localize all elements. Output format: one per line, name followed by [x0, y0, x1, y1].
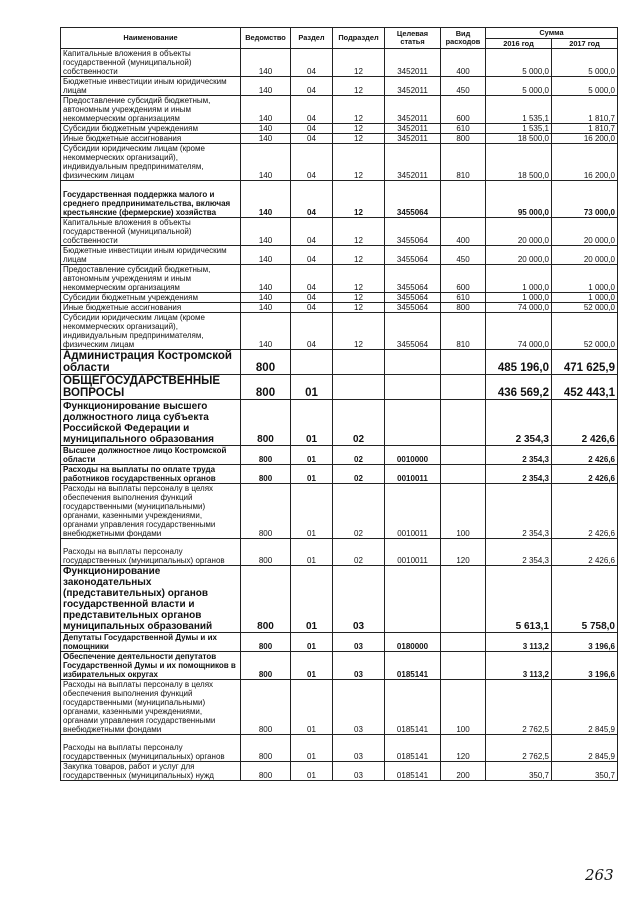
- row-celevaya: 0180000: [385, 633, 441, 652]
- row-sum-2016: 20 000,0: [486, 246, 552, 265]
- row-sum-2016: 1 535,1: [486, 96, 552, 124]
- row-vedomstvo: 140: [241, 293, 291, 303]
- table-row: [61, 313, 618, 350]
- row-razdel: 04: [291, 77, 333, 96]
- row-podrazdel: 12: [333, 77, 385, 96]
- table-row: [61, 566, 618, 633]
- row-name: Субсидии бюджетным учреждениям: [61, 293, 241, 303]
- row-vedomstvo: 800: [241, 633, 291, 652]
- row-podrazdel: 12: [333, 218, 385, 246]
- table-row: [61, 762, 618, 781]
- header-razdel: Раздел: [291, 28, 333, 49]
- table-row: [61, 246, 618, 265]
- row-sum-2017: 350,7: [552, 762, 618, 781]
- row-name: Расходы на выплаты персоналу в целях обеспечения выполнения функций государственными (муниципальными) органами, казенными учреждениями, органами управления государственными внебюджетными фондами: [61, 680, 241, 735]
- row-vedomstvo: 800: [241, 762, 291, 781]
- row-vid: 450: [441, 246, 486, 265]
- row-sum-2017: 471 625,9: [552, 350, 618, 375]
- row-celevaya: 0185141: [385, 762, 441, 781]
- row-vedomstvo: 800: [241, 400, 291, 446]
- row-sum-2016: 2 762,5: [486, 680, 552, 735]
- table-row: [61, 181, 618, 218]
- row-name: Функционирование законодательных (представительных) органов государственной власти и представительных органов муниципальных образований: [61, 566, 241, 633]
- row-vedomstvo: 800: [241, 446, 291, 465]
- row-sum-2016: 1 535,1: [486, 124, 552, 134]
- row-razdel: 04: [291, 246, 333, 265]
- row-sum-2017: 452 443,1: [552, 375, 618, 400]
- row-razdel: 01: [291, 735, 333, 762]
- row-celevaya: 0010000: [385, 446, 441, 465]
- row-razdel: 04: [291, 303, 333, 313]
- row-vedomstvo: 800: [241, 350, 291, 375]
- row-podrazdel: 03: [333, 680, 385, 735]
- table-row: [61, 218, 618, 246]
- row-sum-2017: 20 000,0: [552, 246, 618, 265]
- row-celevaya: 3452011: [385, 77, 441, 96]
- table-row: [61, 652, 618, 680]
- row-razdel: 01: [291, 762, 333, 781]
- row-vedomstvo: 800: [241, 566, 291, 633]
- table-body: [61, 49, 618, 781]
- row-razdel: 01: [291, 400, 333, 446]
- row-name: Капитальные вложения в объекты государственной (муниципальной) собственности: [61, 49, 241, 77]
- row-sum-2016: 95 000,0: [486, 181, 552, 218]
- row-vid: 100: [441, 484, 486, 539]
- row-vedomstvo: 800: [241, 539, 291, 566]
- row-name: Иные бюджетные ассигнования: [61, 303, 241, 313]
- row-celevaya: [385, 566, 441, 633]
- row-celevaya: 0010011: [385, 539, 441, 566]
- row-podrazdel: 12: [333, 303, 385, 313]
- row-sum-2016: 2 354,3: [486, 400, 552, 446]
- row-sum-2017: 2 845,9: [552, 680, 618, 735]
- row-name: Субсидии юридическим лицам (кроме некоммерческих организаций), индивидуальным предпринимателям, физическим лицам: [61, 313, 241, 350]
- row-sum-2016: 350,7: [486, 762, 552, 781]
- table-row: [61, 539, 618, 566]
- row-sum-2016: 74 000,0: [486, 313, 552, 350]
- row-celevaya: 3455064: [385, 265, 441, 293]
- table-row: [61, 465, 618, 484]
- row-celevaya: 3452011: [385, 134, 441, 144]
- row-vid: 400: [441, 49, 486, 77]
- row-razdel: 04: [291, 124, 333, 134]
- budget-table-sheet: [60, 27, 617, 781]
- row-podrazdel: 12: [333, 134, 385, 144]
- row-vedomstvo: 140: [241, 144, 291, 181]
- row-name: ОБЩЕГОСУДАРСТВЕННЫЕ ВОПРОСЫ: [61, 375, 241, 400]
- table-row: [61, 400, 618, 446]
- header-podrazdel: Подраздел: [333, 28, 385, 49]
- row-podrazdel: 03: [333, 566, 385, 633]
- row-sum-2016: 5 000,0: [486, 49, 552, 77]
- row-celevaya: 3452011: [385, 96, 441, 124]
- row-podrazdel: 03: [333, 633, 385, 652]
- row-sum-2016: 2 762,5: [486, 735, 552, 762]
- row-celevaya: 3455064: [385, 181, 441, 218]
- row-name: Администрация Костромской области: [61, 350, 241, 375]
- row-podrazdel: 12: [333, 181, 385, 218]
- row-vid: 450: [441, 77, 486, 96]
- row-podrazdel: 12: [333, 144, 385, 181]
- row-vedomstvo: 800: [241, 375, 291, 400]
- row-razdel: 01: [291, 465, 333, 484]
- row-celevaya: [385, 375, 441, 400]
- row-sum-2017: 52 000,0: [552, 313, 618, 350]
- row-sum-2016: 74 000,0: [486, 303, 552, 313]
- row-razdel: 01: [291, 375, 333, 400]
- row-vedomstvo: 140: [241, 265, 291, 293]
- row-vedomstvo: 800: [241, 465, 291, 484]
- row-podrazdel: 02: [333, 446, 385, 465]
- row-vedomstvo: 140: [241, 77, 291, 96]
- row-razdel: 04: [291, 181, 333, 218]
- row-sum-2017: 3 196,6: [552, 652, 618, 680]
- row-name: Предоставление субсидий бюджетным, автономным учреждениям и иным некоммерческим организациям: [61, 96, 241, 124]
- row-podrazdel: [333, 350, 385, 375]
- row-sum-2016: 5 000,0: [486, 77, 552, 96]
- row-vid: 400: [441, 218, 486, 246]
- row-vedomstvo: 140: [241, 313, 291, 350]
- row-razdel: 01: [291, 652, 333, 680]
- row-sum-2016: 1 000,0: [486, 293, 552, 303]
- row-razdel: 04: [291, 49, 333, 77]
- row-name: Обеспечение деятельности депутатов Государственной Думы и их помощников в избирательных округах: [61, 652, 241, 680]
- row-sum-2017: 2 426,6: [552, 400, 618, 446]
- row-vid: [441, 400, 486, 446]
- page-number: 263: [585, 866, 614, 884]
- row-vid: [441, 181, 486, 218]
- row-vid: 100: [441, 680, 486, 735]
- row-vedomstvo: 800: [241, 652, 291, 680]
- row-podrazdel: 03: [333, 652, 385, 680]
- row-sum-2017: 16 200,0: [552, 144, 618, 181]
- row-celevaya: 3452011: [385, 124, 441, 134]
- row-vid: 600: [441, 265, 486, 293]
- row-razdel: 01: [291, 539, 333, 566]
- row-celevaya: 0185141: [385, 652, 441, 680]
- table-row: [61, 265, 618, 293]
- row-celevaya: 0185141: [385, 735, 441, 762]
- row-sum-2016: 485 196,0: [486, 350, 552, 375]
- row-sum-2016: 436 569,2: [486, 375, 552, 400]
- row-vid: [441, 566, 486, 633]
- row-name: Субсидии юридическим лицам (кроме некоммерческих организаций), индивидуальным предпринимателям, физическим лицам: [61, 144, 241, 181]
- row-sum-2017: 1 810,7: [552, 124, 618, 134]
- row-celevaya: 3452011: [385, 49, 441, 77]
- row-name: Предоставление субсидий бюджетным, автономным учреждениям и иным некоммерческим организациям: [61, 265, 241, 293]
- row-celevaya: 3455064: [385, 293, 441, 303]
- row-podrazdel: 02: [333, 484, 385, 539]
- row-sum-2016: 2 354,3: [486, 465, 552, 484]
- row-razdel: 04: [291, 144, 333, 181]
- row-vid: 800: [441, 303, 486, 313]
- row-razdel: [291, 350, 333, 375]
- table-row: [61, 446, 618, 465]
- row-vedomstvo: 140: [241, 124, 291, 134]
- row-vedomstvo: 140: [241, 218, 291, 246]
- row-name: Иные бюджетные ассигнования: [61, 134, 241, 144]
- row-podrazdel: 12: [333, 265, 385, 293]
- row-podrazdel: 12: [333, 313, 385, 350]
- row-vid: [441, 350, 486, 375]
- row-name: Расходы на выплаты по оплате труда работников государственных органов: [61, 465, 241, 484]
- row-razdel: 04: [291, 218, 333, 246]
- table-row: [61, 124, 618, 134]
- header-summa: Сумма: [486, 28, 618, 39]
- row-sum-2017: 5 000,0: [552, 49, 618, 77]
- row-name: Расходы на выплаты персоналу государственных (муниципальных) органов: [61, 735, 241, 762]
- row-sum-2017: 1 810,7: [552, 96, 618, 124]
- table-row: [61, 350, 618, 375]
- row-sum-2016: 2 354,3: [486, 539, 552, 566]
- row-vedomstvo: 140: [241, 49, 291, 77]
- row-sum-2017: 3 196,6: [552, 633, 618, 652]
- row-vid: [441, 375, 486, 400]
- table-row: [61, 96, 618, 124]
- row-podrazdel: 02: [333, 400, 385, 446]
- row-sum-2017: 20 000,0: [552, 218, 618, 246]
- row-celevaya: 0185141: [385, 680, 441, 735]
- row-sum-2016: 3 113,2: [486, 652, 552, 680]
- row-vedomstvo: 140: [241, 181, 291, 218]
- row-sum-2017: 2 845,9: [552, 735, 618, 762]
- row-razdel: 04: [291, 313, 333, 350]
- header-celevaya: Целевая статья: [385, 28, 441, 49]
- row-podrazdel: 12: [333, 96, 385, 124]
- row-vedomstvo: 800: [241, 735, 291, 762]
- row-vid: 800: [441, 134, 486, 144]
- table-row: [61, 484, 618, 539]
- row-sum-2016: 5 613,1: [486, 566, 552, 633]
- row-razdel: 04: [291, 134, 333, 144]
- row-razdel: 04: [291, 293, 333, 303]
- row-name: Расходы на выплаты персоналу в целях обеспечения выполнения функций государственными (муниципальными) органами, казенными учреждениями, органами управления государственными внебюджетными фондами: [61, 484, 241, 539]
- row-celevaya: 3452011: [385, 144, 441, 181]
- row-razdel: 01: [291, 633, 333, 652]
- row-razdel: 04: [291, 96, 333, 124]
- row-podrazdel: 12: [333, 49, 385, 77]
- table-row: [61, 680, 618, 735]
- row-sum-2016: 18 500,0: [486, 134, 552, 144]
- row-sum-2017: 1 000,0: [552, 293, 618, 303]
- row-sum-2016: 2 354,3: [486, 484, 552, 539]
- row-sum-2016: 20 000,0: [486, 218, 552, 246]
- row-razdel: 01: [291, 680, 333, 735]
- row-sum-2017: 5 000,0: [552, 77, 618, 96]
- row-vedomstvo: 800: [241, 484, 291, 539]
- row-sum-2017: 1 000,0: [552, 265, 618, 293]
- row-vid: 610: [441, 293, 486, 303]
- row-sum-2016: 1 000,0: [486, 265, 552, 293]
- table-row: [61, 303, 618, 313]
- row-vid: 810: [441, 313, 486, 350]
- row-vedomstvo: 140: [241, 134, 291, 144]
- table-row: [61, 293, 618, 303]
- row-name: Капитальные вложения в объекты государственной (муниципальной) собственности: [61, 218, 241, 246]
- row-sum-2017: 2 426,6: [552, 484, 618, 539]
- row-vid: [441, 465, 486, 484]
- row-vid: 600: [441, 96, 486, 124]
- row-vid: [441, 446, 486, 465]
- row-vid: [441, 652, 486, 680]
- row-podrazdel: [333, 375, 385, 400]
- row-name: Высшее должностное лицо Костромской области: [61, 446, 241, 465]
- row-celevaya: 0010011: [385, 465, 441, 484]
- row-celevaya: 3455064: [385, 313, 441, 350]
- header-2017: 2017 год: [552, 39, 618, 49]
- row-vid: 120: [441, 539, 486, 566]
- row-sum-2017: 52 000,0: [552, 303, 618, 313]
- row-sum-2017: 2 426,6: [552, 539, 618, 566]
- table-row: [61, 49, 618, 77]
- row-sum-2017: 2 426,6: [552, 446, 618, 465]
- row-name: Государственная поддержка малого и среднего предпринимательства, включая крестьянские (фермерские) хозяйства: [61, 181, 241, 218]
- row-podrazdel: 02: [333, 539, 385, 566]
- header-vid: Вид расходов: [441, 28, 486, 49]
- row-vedomstvo: 140: [241, 96, 291, 124]
- table-row: [61, 375, 618, 400]
- table-row: [61, 735, 618, 762]
- row-podrazdel: 12: [333, 124, 385, 134]
- row-celevaya: 3455064: [385, 218, 441, 246]
- table-row: [61, 134, 618, 144]
- row-sum-2017: 2 426,6: [552, 465, 618, 484]
- row-vid: 120: [441, 735, 486, 762]
- row-celevaya: 3455064: [385, 303, 441, 313]
- row-celevaya: 3455064: [385, 246, 441, 265]
- header-2016: 2016 год: [486, 39, 552, 49]
- header-vedomstvo: Ведомство: [241, 28, 291, 49]
- row-podrazdel: 12: [333, 293, 385, 303]
- row-name: Бюджетные инвестиции иным юридическим лицам: [61, 77, 241, 96]
- row-vid: 810: [441, 144, 486, 181]
- row-vedomstvo: 140: [241, 246, 291, 265]
- table-row: [61, 633, 618, 652]
- row-sum-2016: 2 354,3: [486, 446, 552, 465]
- row-sum-2016: 18 500,0: [486, 144, 552, 181]
- row-name: Бюджетные инвестиции иным юридическим лицам: [61, 246, 241, 265]
- row-vedomstvo: 800: [241, 680, 291, 735]
- row-celevaya: [385, 400, 441, 446]
- row-razdel: 04: [291, 265, 333, 293]
- row-sum-2017: 73 000,0: [552, 181, 618, 218]
- row-podrazdel: 03: [333, 735, 385, 762]
- row-sum-2017: 16 200,0: [552, 134, 618, 144]
- row-razdel: 01: [291, 566, 333, 633]
- row-razdel: 01: [291, 446, 333, 465]
- row-podrazdel: 12: [333, 246, 385, 265]
- row-celevaya: 0010011: [385, 484, 441, 539]
- table-row: [61, 77, 618, 96]
- row-vid: 200: [441, 762, 486, 781]
- row-name: Депутаты Государственной Думы и их помощники: [61, 633, 241, 652]
- row-vid: 610: [441, 124, 486, 134]
- budget-table: [60, 27, 618, 781]
- header-name: Наименование: [61, 28, 241, 49]
- row-name: Закупка товаров, работ и услуг для государственных (муниципальных) нужд: [61, 762, 241, 781]
- row-sum-2017: 5 758,0: [552, 566, 618, 633]
- row-razdel: 01: [291, 484, 333, 539]
- row-name: Функционирование высшего должностного лица субъекта Российской Федерации и муниципального образования: [61, 400, 241, 446]
- table-row: [61, 144, 618, 181]
- row-name: Расходы на выплаты персоналу государственных (муниципальных) органов: [61, 539, 241, 566]
- row-sum-2016: 3 113,2: [486, 633, 552, 652]
- row-podrazdel: 03: [333, 762, 385, 781]
- row-podrazdel: 02: [333, 465, 385, 484]
- row-vid: [441, 633, 486, 652]
- row-name: Субсидии бюджетным учреждениям: [61, 124, 241, 134]
- row-celevaya: [385, 350, 441, 375]
- row-vedomstvo: 140: [241, 303, 291, 313]
